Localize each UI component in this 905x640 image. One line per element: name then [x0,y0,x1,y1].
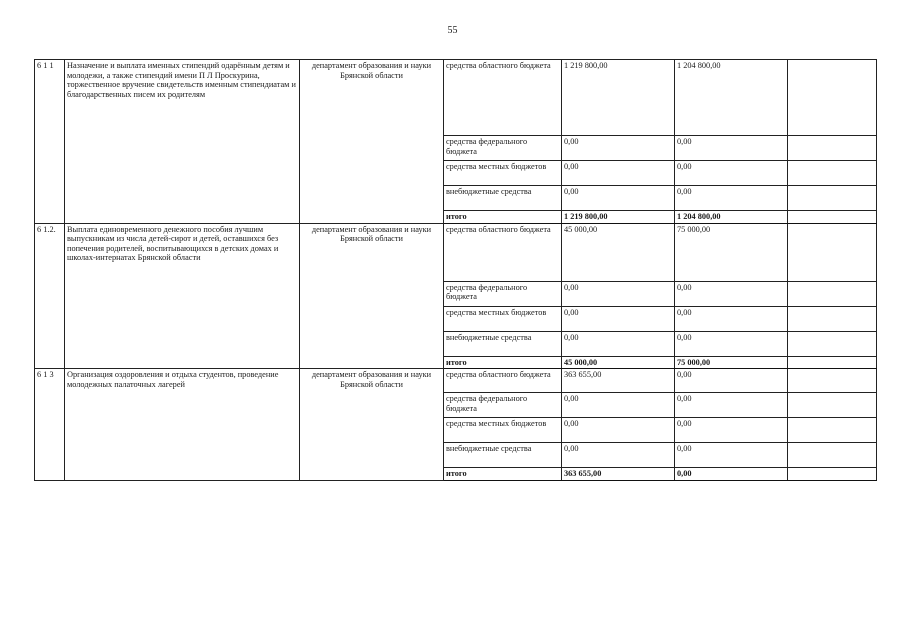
funding-row [35,223,877,281]
amount-year-2: 0,00 [675,468,788,481]
page-number: 55 [447,25,458,36]
department-cell: департамент образования и науки Брянской области [300,60,444,224]
empty-cell [788,223,877,281]
empty-cell [788,186,877,211]
amount-year-2: 75 000,00 [675,356,788,369]
funding-source: средства федерального бюджета [444,136,562,161]
empty-cell [788,211,877,224]
funding-source: внебюджетные средства [444,186,562,211]
funding-source: средства областного бюджета [444,60,562,136]
amount-year-1: 45 000,00 [562,356,675,369]
funding-source: итого [444,468,562,481]
empty-cell [788,161,877,186]
item-title: Организация оздоровления и отдыха студентов, проведение молодежных палаточных лагерей [65,369,300,481]
funding-source: итого [444,356,562,369]
empty-cell [788,60,877,136]
amount-year-2: 1 204 800,00 [675,211,788,224]
funding-source: итого [444,211,562,224]
funding-source: внебюджетные средства [444,331,562,356]
amount-year-1: 1 219 800,00 [562,60,675,136]
amount-year-2: 0,00 [675,281,788,306]
amount-year-2: 0,00 [675,418,788,443]
amount-year-2: 1 204 800,00 [675,60,788,136]
funding-row [35,60,877,136]
department-cell: департамент образования и науки Брянской области [300,369,444,481]
empty-cell [788,369,877,393]
empty-cell [788,331,877,356]
amount-year-1: 0,00 [562,306,675,331]
amount-year-1: 0,00 [562,393,675,418]
item-number: 6 1 3 [35,369,65,481]
item-title: Назначение и выплата именных стипендий одарённым детям и молодежи, а также стипендий имени П Л Проскурина, торжественное вручение свидетельств именным стипендиатам и благодарственных писем их родителям [65,60,300,224]
amount-year-2: 0,00 [675,306,788,331]
amount-year-1: 363 655,00 [562,369,675,393]
empty-cell [788,393,877,418]
amount-year-1: 0,00 [562,161,675,186]
amount-year-2: 0,00 [675,369,788,393]
amount-year-2: 0,00 [675,443,788,468]
amount-year-2: 0,00 [675,331,788,356]
funding-source: средства местных бюджетов [444,161,562,186]
funding-row [35,369,877,393]
amount-year-1: 363 655,00 [562,468,675,481]
empty-cell [788,136,877,161]
funding-source: средства федерального бюджета [444,281,562,306]
amount-year-2: 0,00 [675,393,788,418]
amount-year-1: 0,00 [562,186,675,211]
amount-year-1: 0,00 [562,281,675,306]
amount-year-2: 0,00 [675,136,788,161]
budget-table [34,59,877,481]
amount-year-1: 0,00 [562,136,675,161]
funding-source: средства местных бюджетов [444,306,562,331]
department-cell: департамент образования и науки Брянской области [300,223,444,369]
funding-source: средства местных бюджетов [444,418,562,443]
amount-year-2: 75 000,00 [675,223,788,281]
item-title: Выплата единовременного денежного пособия лучшим выпускникам из числа детей-сирот и детей, оставшихся без попечения родителей, воспитывающихся в детских домах и школах-интернатах Брянской области [65,223,300,369]
amount-year-1: 45 000,00 [562,223,675,281]
item-number: 6 1.2. [35,223,65,369]
funding-source: внебюджетные средства [444,443,562,468]
empty-cell [788,443,877,468]
empty-cell [788,468,877,481]
budget-table-body [35,60,877,481]
funding-source: средства федерального бюджета [444,393,562,418]
empty-cell [788,418,877,443]
amount-year-2: 0,00 [675,161,788,186]
item-number: 6 1 1 [35,60,65,224]
empty-cell [788,281,877,306]
empty-cell [788,356,877,369]
funding-source: средства областного бюджета [444,223,562,281]
amount-year-1: 1 219 800,00 [562,211,675,224]
amount-year-1: 0,00 [562,418,675,443]
funding-source: средства областного бюджета [444,369,562,393]
amount-year-2: 0,00 [675,186,788,211]
amount-year-1: 0,00 [562,331,675,356]
amount-year-1: 0,00 [562,443,675,468]
empty-cell [788,306,877,331]
